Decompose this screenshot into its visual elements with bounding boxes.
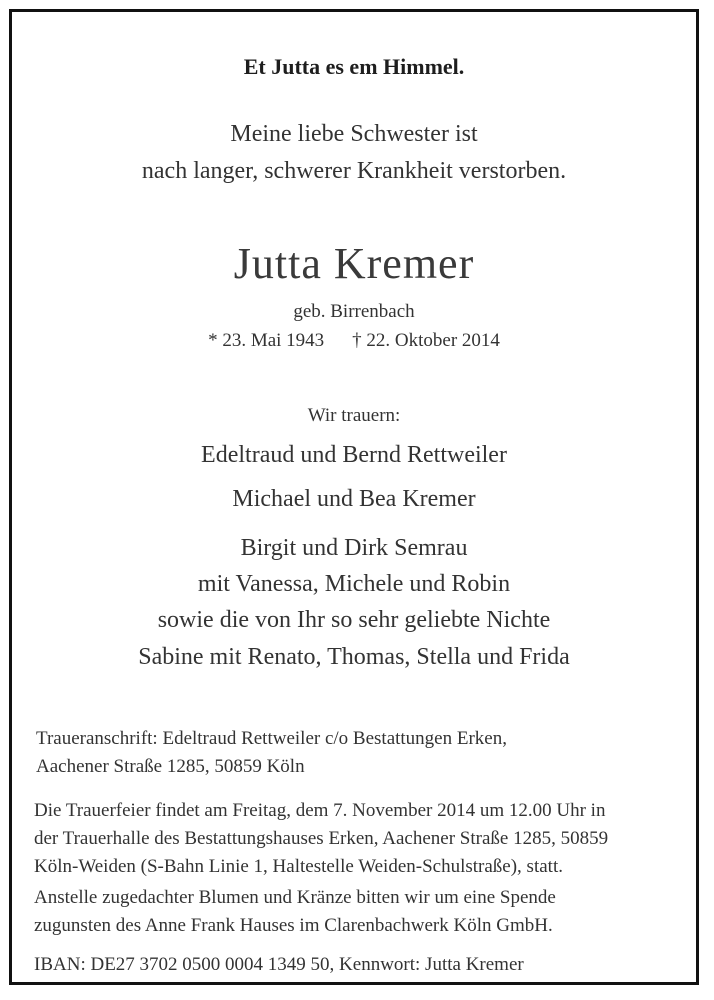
deceased-name: Jutta Kremer <box>233 239 475 288</box>
ceremony-info <box>34 797 694 881</box>
mourner-group <box>12 486 696 513</box>
mourner-line: mit Vanessa, Michele und Robin <box>197 571 511 597</box>
ceremony-line: Die Trauerfeier findet am Freitag, dem 7. November 2014 um 12.00 Uhr in <box>34 800 606 821</box>
donation-line: zugunsten des Anne Frank Hauses im Clarenbachwerk Köln GmbH. <box>34 915 553 936</box>
death-date: † 22. Oktober 2014 <box>352 330 500 351</box>
intro-text <box>12 116 696 190</box>
intro-line: Meine liebe Schwester ist <box>230 121 478 147</box>
obituary-frame <box>9 9 699 985</box>
mourner-group <box>12 442 696 469</box>
bank-details: IBAN: DE27 3702 0500 0004 1349 50, Kennwort: Jutta Kremer <box>34 954 524 975</box>
life-dates <box>12 330 696 352</box>
intro-line: nach langer, schwerer Krankheit verstorben. <box>141 158 567 184</box>
mourning-address <box>36 725 686 781</box>
birth-name: geb. Birrenbach <box>293 301 415 322</box>
birth-date: * 23. Mai 1943 <box>208 330 325 351</box>
mourner-line: Birgit und Dirk Semrau <box>240 535 468 561</box>
donation-request <box>34 884 694 940</box>
address-line: Aachener Straße 1285, 50859 Köln <box>36 756 305 777</box>
donation-line: Anstelle zugedachter Blumen und Kränze bitten wir um eine Spende <box>34 887 556 908</box>
mourner-line: Sabine mit Renato, Thomas, Stella und Frida <box>138 644 570 670</box>
mourner-line: Edeltraud und Bernd Rettweiler <box>201 442 507 468</box>
mourner-group <box>12 602 696 676</box>
ceremony-line: Köln-Weiden (S-Bahn Linie 1, Haltestelle Weiden-Schulstraße), statt. <box>34 856 563 877</box>
mourner-line: sowie die von Ihr so sehr geliebte Nichte <box>157 607 551 633</box>
mourning-intro: Wir trauern: <box>307 405 401 426</box>
mourner-group <box>12 530 696 602</box>
address-line: Traueranschrift: Edeltraud Rettweiler c/o Bestattungen Erken, <box>36 728 507 749</box>
ceremony-line: der Trauerhalle des Bestattungshauses Erken, Aachener Straße 1285, 50859 <box>34 828 609 849</box>
mourner-line: Michael und Bea Kremer <box>232 486 476 512</box>
motto-heading: Et Jutta es em Himmel. <box>243 54 465 79</box>
